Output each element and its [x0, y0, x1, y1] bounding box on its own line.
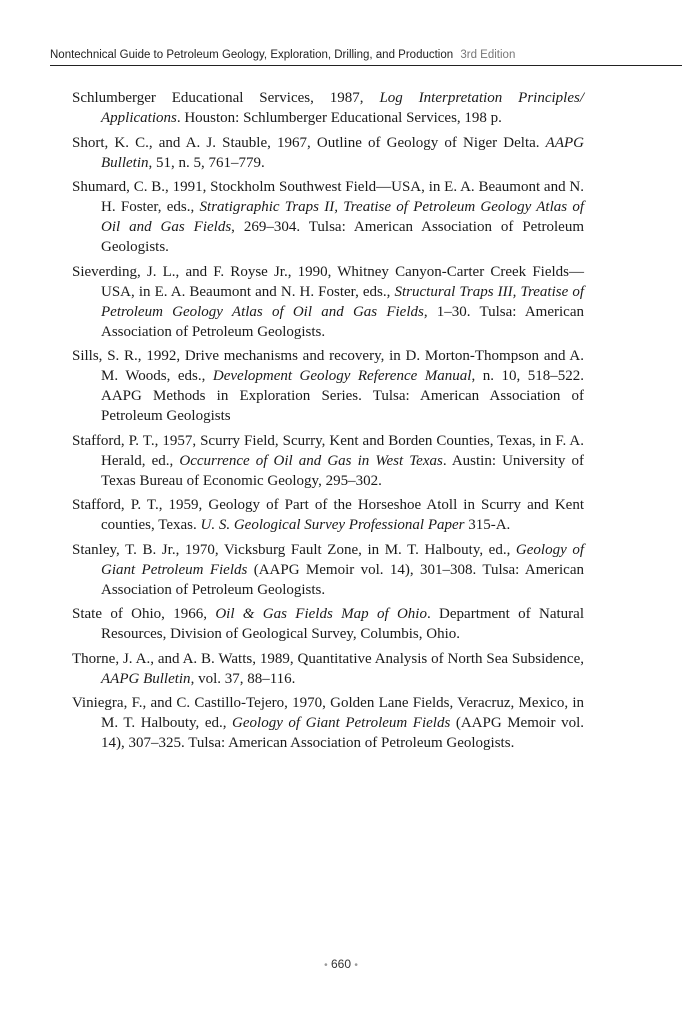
- reference-entry: Sills, S. R., 1992, Drive mechanisms and recovery, in D. Morton-Thompson and A. M. Woods, eds., Development Geology Reference Manual, n. 10, 518–522. AAPG Methods in Exploration Series. Tulsa: American Association of Petroleum Geologists: [72, 348, 585, 424]
- reference-entry: Short, K. C., and A. J. Stauble, 1967, Outline of Geology of Niger Delta. AAPG Bulletin, 51, n. 5, 761–779.: [72, 134, 584, 171]
- reference-title: Stratigraphic Traps II, Treatise of Petroleum Geology Atlas of Oil and Gas Fields: [101, 199, 585, 235]
- edition-label: 3rd Edition: [460, 49, 516, 61]
- reference-entry: Stanley, T. B. Jr., 1970, Vicksburg Fault Zone, in M. T. Halbouty, ed., Geology of Giant Petroleum Fields (AAPG Memoir vol. 14), 301–308. Tulsa: American Association of Petroleum Geologists.: [72, 541, 584, 598]
- reference-entry: Schlumberger Educational Services, 1987, Log Interpretation Principles/ Applications. Houston: Schlumberger Educational Services, 198 p.: [72, 90, 585, 126]
- bullet-left: •: [324, 960, 328, 971]
- reference-entry: Stafford, P. T., 1957, Scurry Field, Scurry, Kent and Borden Counties, Texas, in F. A. Herald, ed., Occurrence of Oil and Gas in West Texas. Austin: University of Texas Bureau of Economic Geology, 295–302.: [72, 432, 585, 489]
- reference-title: AAPG Bulletin: [101, 134, 584, 171]
- reference-title: Structural Traps III, Treatise of Petroleum Geology Atlas of Oil and Gas Fields: [101, 283, 584, 320]
- reference-title: U. S. Geological Survey Professional Paper: [200, 517, 465, 533]
- reference-list: [72, 88, 584, 758]
- reference-title: AAPG Bulletin: [101, 670, 191, 687]
- reference-entry: Thorne, J. A., and A. B. Watts, 1989, Quantitative Analysis of North Sea Subsidence, AAPG Bulletin, vol. 37, 88–116.: [72, 650, 584, 687]
- reference-entry: Stafford, P. T., 1959, Geology of Part of the Horseshoe Atoll in Scurry and Kent counties, Texas. U. S. Geological Survey Professional Paper 315-A.: [72, 497, 584, 533]
- book-title: Nontechnical Guide to Petroleum Geology, Exploration, Drilling, and Production: [50, 49, 454, 61]
- reference-title: Log Interpretation Principles/ Applications: [101, 90, 585, 126]
- reference-title: Geology of Giant Petroleum Fields: [101, 541, 584, 578]
- reference-entry: Sieverding, J. L., and F. Royse Jr., 1990, Whitney Canyon-Carter Creek Fields—USA, in E. A. Beaumont and N. H. Foster, eds., Structural Traps III, Treatise of Petroleum Geology Atlas of Oil and Gas Fields, 1–30. Tulsa: American Association of Petroleum Geologists.: [72, 263, 584, 340]
- reference-entry: Shumard, C. B., 1991, Stockholm Southwest Field—USA, in E. A. Beaumont and N. H. Foster, eds., Stratigraphic Traps II, Treatise of Petroleum Geology Atlas of Oil and Gas Fields, 269–304. Tulsa: American Association of Petroleum Geologists.: [72, 179, 585, 255]
- running-head: [50, 47, 682, 66]
- reference-title: Occurrence of Oil and Gas in West Texas: [179, 452, 443, 469]
- reference-title: Geology of Giant Petroleum Fields: [232, 715, 451, 731]
- bullet-right: •: [354, 960, 358, 971]
- reference-title: Development Geology Reference Manual: [212, 368, 472, 384]
- page-number: [0, 957, 682, 971]
- page-number-value: 660: [330, 957, 352, 971]
- reference-entry: State of Ohio, 1966, Oil & Gas Fields Map of Ohio. Department of Natural Resources, Division of Geological Survey, Columbis, Ohio.: [72, 606, 584, 642]
- reference-title: Oil & Gas Fields Map of Ohio: [215, 606, 427, 622]
- reference-entry: Viniegra, F., and C. Castillo-Tejero, 1970, Golden Lane Fields, Veracruz, Mexico, in M. T. Halbouty, ed., Geology of Giant Petroleum Fields (AAPG Memoir vol. 14), 307–325. Tulsa: American Association of Petroleum Geologists.: [72, 695, 585, 751]
